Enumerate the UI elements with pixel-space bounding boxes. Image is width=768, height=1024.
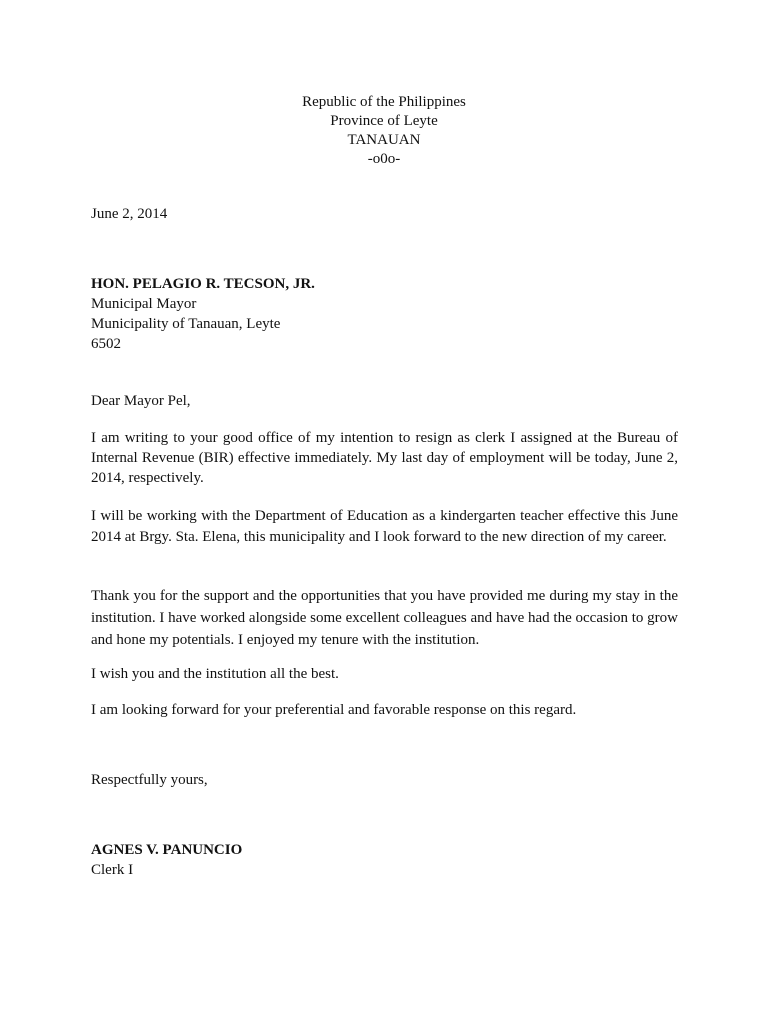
letterhead-ornament: -o0o- — [367, 151, 401, 167]
recipient-title: Municipal Mayor — [91, 296, 197, 312]
recipient-postal-code: 6502 — [91, 336, 121, 352]
signatory-block — [91, 840, 242, 880]
recipient-name: HON. PELAGIO R. TECSON, JR. — [91, 276, 315, 292]
letterhead-municipality: TANAUAN — [347, 132, 421, 148]
body-paragraph-resignation: I am writing to your good office of my intention to resign as clerk I assigned at the Bureau of Internal Revenue (BIR) effective immediately. My last day of employment will be today, June 2, 2014, respectively. — [91, 430, 678, 486]
body-paragraph-thanks: Thank you for the support and the opportunities that you have provided me during my stay in the institution. I have worked alongside some excellent colleagues and have had the occasion to grow and hone my potentials. I enjoyed my tenure with the institution. — [91, 588, 678, 648]
letterhead-province: Province of Leyte — [330, 113, 438, 129]
salutation: Dear Mayor Pel, — [91, 393, 191, 409]
signatory-name: AGNES V. PANUNCIO — [91, 842, 243, 858]
recipient-block — [91, 274, 315, 354]
recipient-office: Municipality of Tanauan, Leyte — [91, 316, 281, 332]
complimentary-closing: Respectfully yours, — [91, 772, 208, 788]
letterhead-country: Republic of the Philippines — [302, 94, 466, 110]
body-paragraph-response: I am looking forward for your preferential and favorable response on this regard. — [91, 702, 577, 718]
letter-date: June 2, 2014 — [91, 206, 168, 222]
letterhead — [0, 93, 768, 169]
body-paragraph-wishes: I wish you and the institution all the best. — [91, 666, 339, 682]
body-paragraph-new-position: I will be working with the Department of Education as a kindergarten teacher effective this June 2014 at Brgy. Sta. Elena, this municipality and I look forward to the new direction of my career. — [91, 508, 678, 545]
signatory-title: Clerk I — [91, 862, 134, 878]
